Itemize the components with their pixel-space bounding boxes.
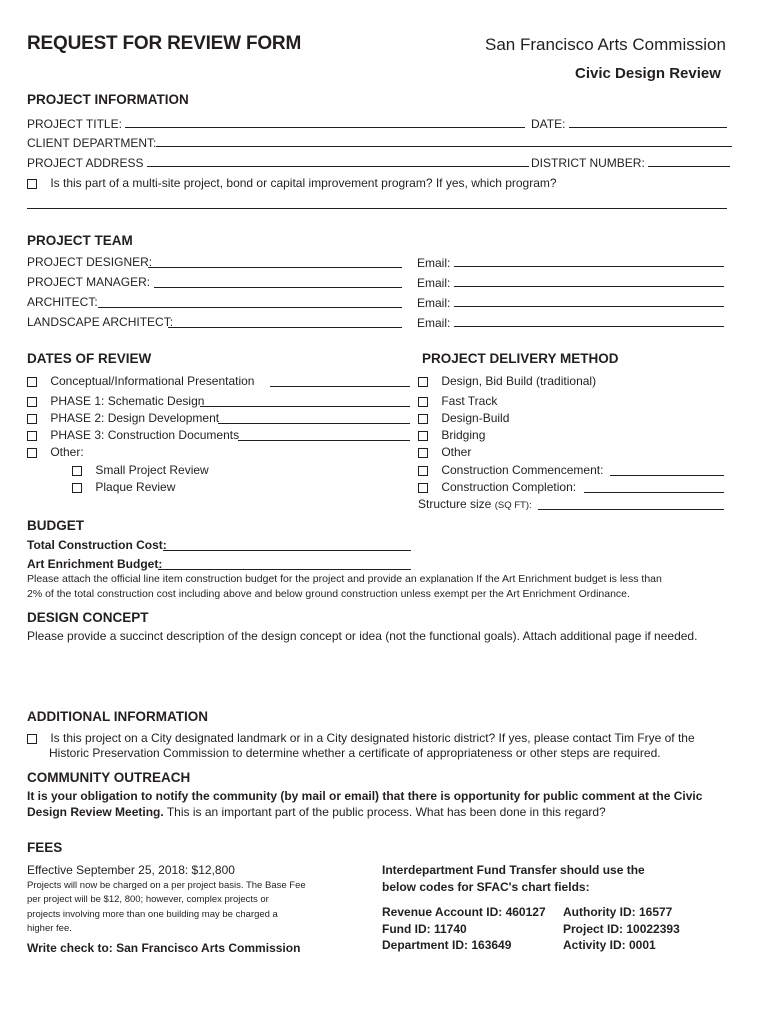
form-title: REQUEST FOR REVIEW FORM: [27, 33, 302, 54]
section-heading-project-team: PROJECT TEAM: [27, 233, 133, 248]
architect-email-label: Email:: [417, 296, 451, 310]
section-heading-design-concept: DESIGN CONCEPT: [27, 610, 149, 625]
construction-completion-row: [418, 480, 576, 494]
delivery-bridging-checkbox[interactable]: [418, 431, 428, 441]
project-designer-row: [27, 255, 152, 269]
construction-completion-field[interactable]: [584, 492, 724, 493]
budget-note-line2: 2% of the total construction cost including above and below ground construction unless exempt per the Art Enrichment Ordinance.: [27, 588, 630, 600]
delivery-other-label: Other: [441, 445, 472, 459]
section-heading-dates-of-review: DATES OF REVIEW: [27, 351, 152, 366]
section-heading-community-outreach: COMMUNITY OUTREACH: [27, 770, 191, 785]
revenue-account-id: Revenue Account ID: 460127: [382, 905, 546, 919]
structure-size-label: Structure size: [418, 497, 492, 511]
multisite-row: [27, 176, 557, 190]
authority-id: Authority ID: 16577: [563, 905, 673, 919]
project-manager-email-label: Email:: [417, 276, 451, 290]
client-department-field[interactable]: [156, 135, 732, 147]
organization-name: San Francisco Arts Commission: [485, 35, 726, 54]
review-other-label: Other:: [50, 445, 84, 459]
architect-field[interactable]: [98, 307, 402, 308]
review-phase2-label: PHASE 2: Design Development: [50, 411, 220, 425]
fee-note-line3: projects involving more than one building may be charged a: [27, 909, 278, 920]
structure-size-unit: (SQ FT):: [494, 500, 532, 511]
delivery-fast-track-row: [418, 394, 497, 408]
delivery-other-checkbox[interactable]: [418, 448, 428, 458]
outreach-question-text: This is an important part of the public process. What has been done in this regard?: [163, 805, 606, 819]
project-designer-email-field[interactable]: [454, 255, 724, 267]
district-number-field[interactable]: [648, 155, 730, 167]
project-title-label: PROJECT TITLE:: [27, 117, 122, 131]
landscape-architect-label: LANDSCAPE ARCHITECT:: [27, 315, 174, 329]
review-small-project-label: Small Project Review: [95, 463, 209, 477]
project-designer-email-row: [417, 255, 724, 270]
project-id: Project ID: 10022393: [563, 922, 680, 936]
landscape-architect-email-field[interactable]: [454, 315, 724, 327]
delivery-traditional-row: [418, 374, 596, 388]
review-phase2-row: [27, 411, 219, 425]
delivery-other-row: [418, 445, 471, 459]
date-row: [531, 116, 727, 131]
activity-id: Activity ID: 0001: [563, 938, 656, 952]
design-concept-answer-area[interactable]: [27, 648, 743, 698]
project-manager-label: PROJECT MANAGER:: [27, 275, 151, 289]
fee-note-line2: per project will be $12, 800; however, complex projects or: [27, 894, 269, 905]
multisite-answer-field[interactable]: [27, 208, 727, 209]
landmark-question-line1: Is this project on a City designated landmark or in a City designated historic district? If yes, please contact Tim Frye of the: [50, 731, 695, 745]
architect-email-row: [417, 295, 724, 310]
fee-note-line4: higher fee.: [27, 923, 72, 934]
review-phase3-label: PHASE 3: Construction Documents: [50, 428, 240, 442]
art-enrichment-budget-label: Art Enrichment Budget:: [27, 557, 163, 571]
budget-note-line1: Please attach the official line item construction budget for the project and provide an explanation If the Art Enrichment budget is less than: [27, 573, 662, 585]
review-conceptual-label: Conceptual/Informational Presentation: [50, 374, 255, 388]
review-phase1-label: PHASE 1: Schematic Design: [50, 394, 205, 408]
client-department-label: CLIENT DEPARTMENT:: [27, 136, 157, 150]
district-number-label: DISTRICT NUMBER:: [531, 156, 645, 170]
delivery-design-build-row: [418, 411, 509, 425]
review-phase2-checkbox[interactable]: [27, 414, 37, 424]
project-address-label: PROJECT ADDRESS: [27, 156, 144, 170]
review-conceptual-checkbox[interactable]: [27, 377, 37, 387]
multisite-checkbox[interactable]: [27, 179, 37, 189]
date-label: DATE:: [531, 117, 566, 131]
date-field[interactable]: [569, 116, 727, 128]
review-phase3-date-field[interactable]: [238, 440, 410, 441]
outreach-meeting-text: Design Review Meeting.: [27, 805, 164, 819]
review-small-project-row: [72, 463, 209, 477]
fund-transfer-line2: below codes for SFAC's chart fields:: [382, 880, 590, 894]
structure-size-field[interactable]: [538, 509, 724, 510]
construction-commencement-label: Construction Commencement:: [441, 463, 604, 477]
review-phase2-date-field[interactable]: [218, 423, 410, 424]
project-designer-field[interactable]: [148, 267, 402, 268]
delivery-fast-track-label: Fast Track: [441, 394, 498, 408]
construction-commencement-row: [418, 463, 603, 477]
project-address-row: [27, 155, 529, 170]
review-plaque-label: Plaque Review: [95, 480, 176, 494]
review-plaque-checkbox[interactable]: [72, 483, 82, 493]
landscape-architect-field[interactable]: [168, 327, 402, 328]
review-phase3-row: [27, 428, 239, 442]
art-enrichment-budget-field[interactable]: [158, 569, 411, 570]
outreach-obligation-line1: It is your obligation to notify the community (by mail or email) that there is opportunity for public comment at the Civic: [27, 789, 703, 803]
review-phase1-row: [27, 394, 204, 408]
delivery-fast-track-checkbox[interactable]: [418, 397, 428, 407]
client-department-row: [27, 135, 732, 150]
section-heading-budget: BUDGET: [27, 518, 84, 533]
project-title-row: [27, 116, 525, 131]
landscape-architect-email-label: Email:: [417, 316, 451, 330]
fee-note-line1: Projects will now be charged on a per project basis. The Base Fee: [27, 880, 306, 891]
section-heading-project-information: PROJECT INFORMATION: [27, 92, 189, 107]
landscape-architect-email-row: [417, 315, 724, 330]
architect-label: ARCHITECT:: [27, 295, 98, 309]
architect-row: [27, 295, 98, 309]
landmark-checkbox[interactable]: [27, 734, 37, 744]
fund-id: Fund ID: 11740: [382, 922, 467, 936]
section-heading-delivery-method: PROJECT DELIVERY METHOD: [422, 351, 619, 366]
delivery-design-build-label: Design-Build: [441, 411, 510, 425]
project-designer-email-label: Email:: [417, 256, 451, 270]
construction-commencement-field[interactable]: [610, 475, 724, 476]
section-heading-additional-information: ADDITIONAL INFORMATION: [27, 709, 208, 724]
review-other-checkbox[interactable]: [27, 448, 37, 458]
landscape-architect-row: [27, 315, 173, 329]
project-address-field[interactable]: [147, 155, 529, 167]
review-small-project-checkbox[interactable]: [72, 466, 82, 476]
landmark-question-line2: Historic Preservation Commission to determine whether a certificate of appropriateness or other steps are required.: [49, 746, 661, 760]
project-manager-field[interactable]: [154, 287, 402, 288]
project-manager-email-row: [417, 275, 724, 290]
architect-email-field[interactable]: [454, 295, 724, 307]
section-heading-fees: FEES: [27, 840, 63, 855]
construction-completion-label: Construction Completion:: [441, 480, 577, 494]
form-subtitle: Civic Design Review: [575, 65, 721, 82]
construction-completion-checkbox[interactable]: [418, 483, 428, 493]
fee-effective-date: Effective September 25, 2018: $12,800: [27, 863, 235, 877]
project-manager-email-field[interactable]: [454, 275, 724, 287]
construction-commencement-checkbox[interactable]: [418, 466, 428, 476]
total-construction-cost-label: Total Construction Cost:: [27, 538, 167, 552]
fund-transfer-line1: Interdepartment Fund Transfer should use the: [382, 863, 645, 877]
design-concept-instructions: Please provide a succinct description of the design concept or idea (not the functional goals). Attach additional page if needed.: [27, 629, 698, 643]
delivery-traditional-label: Design, Bid Build (traditional): [441, 374, 597, 388]
district-number-row: [531, 155, 730, 170]
department-id: Department ID: 163649: [382, 938, 512, 952]
delivery-bridging-row: [418, 428, 485, 442]
outreach-obligation-line2: [27, 805, 606, 819]
review-phase1-checkbox[interactable]: [27, 397, 37, 407]
project-designer-label: PROJECT DESIGNER:: [27, 255, 153, 269]
structure-size-row: [418, 497, 532, 511]
review-conceptual-date-field[interactable]: [270, 386, 410, 387]
multisite-question: Is this part of a multi-site project, bond or capital improvement program? If yes, which program?: [50, 176, 557, 190]
delivery-traditional-checkbox[interactable]: [418, 377, 428, 387]
write-check-line: Write check to: San Francisco Arts Commission: [27, 941, 301, 955]
project-manager-row: [27, 275, 150, 289]
review-other-row: [27, 445, 84, 459]
review-plaque-row: [72, 480, 175, 494]
review-phase3-checkbox[interactable]: [27, 431, 37, 441]
delivery-bridging-label: Bridging: [441, 428, 486, 442]
total-construction-cost-field[interactable]: [163, 550, 411, 551]
delivery-design-build-checkbox[interactable]: [418, 414, 428, 424]
landmark-question-row: [27, 731, 695, 745]
review-conceptual-row: [27, 374, 254, 388]
project-title-field[interactable]: [125, 116, 525, 128]
review-phase1-date-field[interactable]: [200, 406, 410, 407]
